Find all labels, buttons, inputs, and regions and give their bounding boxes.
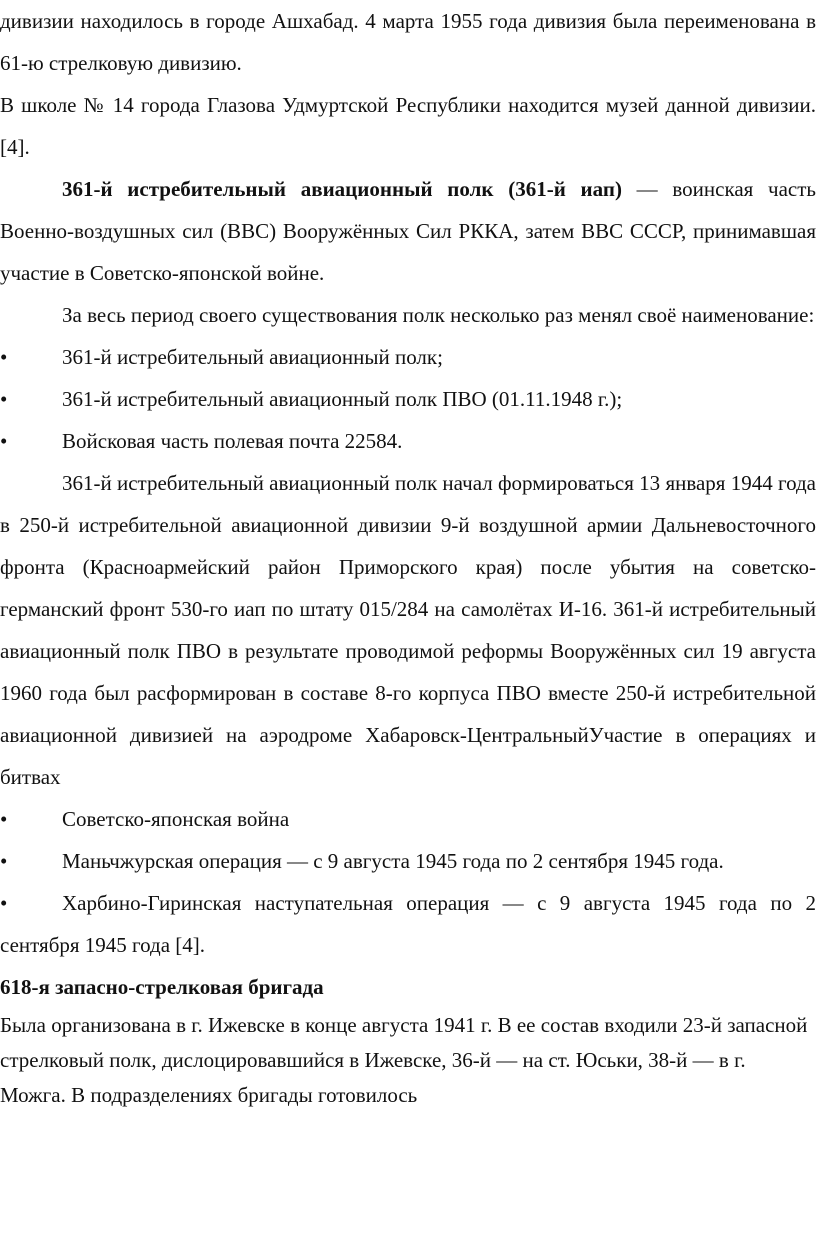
paragraph-3 [0,168,816,294]
bullet-icon: • [0,429,8,453]
regiment-description: — воинская часть Военно-воздушных сил (ВВС) Вооружённых Сил РККА, затем ВВС СССР, принимавшая участие в Советско-японской войне. [0,177,816,285]
paragraph-4: За весь период своего существования полк несколько раз менял своё наименование: [62,303,815,327]
bullet-icon: • [0,891,8,915]
paragraph-2: В школе № 14 города Глазова Удмуртской Республики находится музей данной дивизии.[4]. [0,93,816,159]
list-item [0,882,816,966]
section-heading: 618-я запасно-стрелковая бригада [0,975,324,999]
paragraph-5: 361-й истребительный авиационный полк начал формироваться 13 января 1944 года в 250-й истребительной авиационной дивизии 9-й воздушной армии Дальневосточного фронта (Красноармейский район Приморского края) после убытия на советско-германский фронт 530-го иап по штату 015/284 на самолётах И-16. 361-й истребительный авиационный полк ПВО в результате проводимой реформы Вооружённых сил 19 августа 1960 года был расформирован в составе 8-го корпуса ПВО вместе 250-й истребительной авиационной дивизией на аэродроме Хабаровск-ЦентральныйУчастие в операциях и битвах [0,471,816,789]
list-item-text: Советско-японская война [62,807,290,831]
list-item-text: 361-й истребительный авиационный полк ПВО (01.11.1948 г.); [62,387,623,411]
list-item [0,840,816,882]
list-item-text: 361-й истребительный авиационный полк; [62,345,443,369]
bullet-icon: • [0,345,8,369]
paragraph-6: Была организована в г. Ижевске в конце августа 1941 г. В ее состав входили 23-й запасной стрелковый полк, дислоцировавшийся в Ижевске, 36-й — на ст. Юськи, 38-й — в г. Можга. В подразделениях бригады готовилось [0,1013,808,1107]
list-item [0,336,816,378]
list-item [0,378,816,420]
bullet-icon: • [0,807,8,831]
paragraph-1: дивизии находилось в городе Ашхабад. 4 марта 1955 года дивизия была переименована в 61-ю стрелковую дивизию. [0,9,816,75]
list-item-text: Войсковая часть полевая почта 22584. [62,429,403,453]
list-item [0,798,816,840]
bullet-icon: • [0,849,8,873]
list-item [0,420,816,462]
list-item-text: Харбино-Гиринская наступательная операция — с 9 августа 1945 года по 2 сентября 1945 года [4]. [0,891,816,957]
regiment-title: 361-й истребительный авиационный полк (361-й иап) [62,177,622,201]
bullet-icon: • [0,387,8,411]
list-item-text: Маньчжурская операция — с 9 августа 1945 года по 2 сентября 1945 года. [62,849,724,873]
